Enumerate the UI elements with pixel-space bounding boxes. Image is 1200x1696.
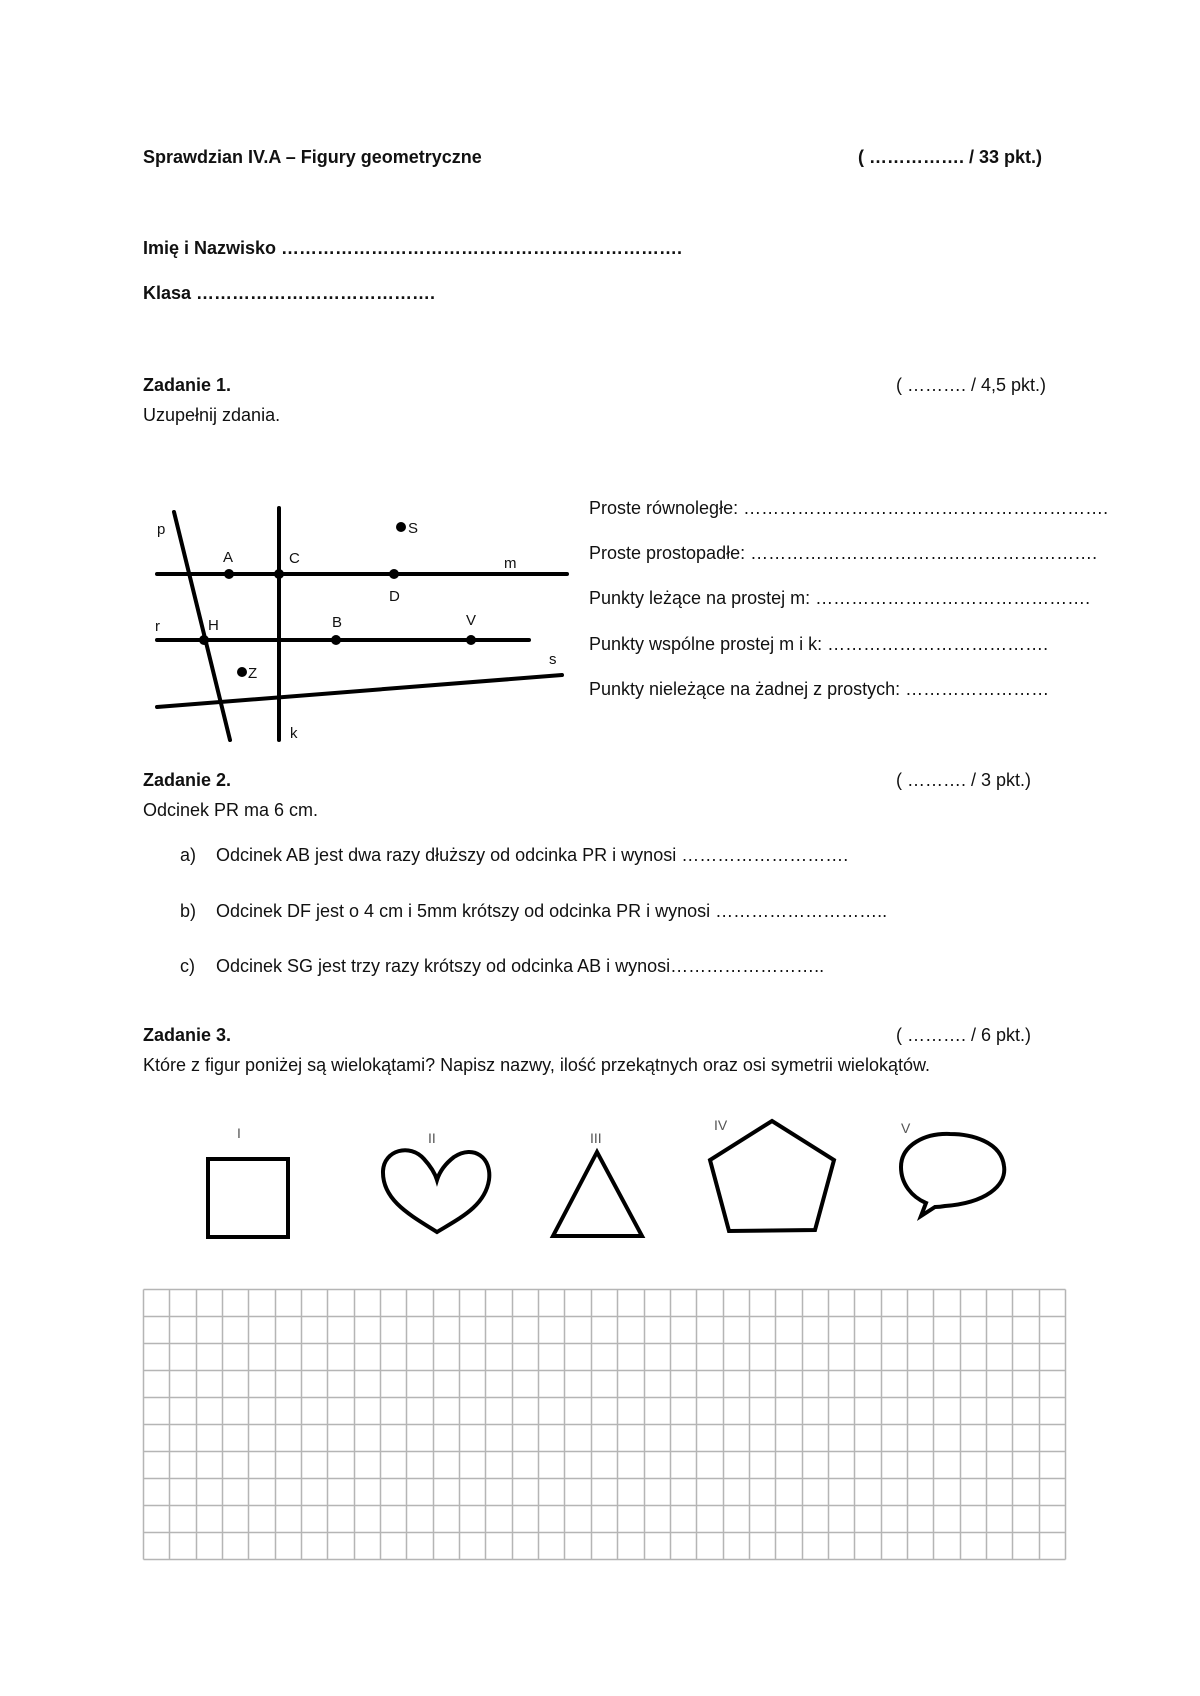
label-m: m	[504, 555, 517, 572]
task1-sentence-perpendicular: Proste prostopadłe: ………………………………………………….	[589, 543, 1098, 563]
triangle-icon	[553, 1152, 642, 1236]
name-field: Imię i Nazwisko ………………………………………………………….	[143, 238, 683, 258]
task3-instruction: Które z figur poniżej są wielokątami? Napisz nazwy, ilość przekątnych oraz osi symetrii wielokątów.	[143, 1055, 930, 1075]
speech-bubble-icon	[901, 1134, 1004, 1216]
item-text: Odcinek SG jest trzy razy krótszy od odcinka AB i wynosi……………………..	[216, 956, 825, 976]
class-field: Klasa ………………………………….	[143, 283, 436, 303]
label-k: k	[290, 725, 298, 742]
task2-item-c	[180, 956, 824, 977]
task1-sentence-common-points: Punkty wspólne prostej m i k: ……………………………….	[589, 634, 1049, 654]
task3-heading: Zadanie 3.	[143, 1025, 232, 1045]
shape-label-V: V	[901, 1120, 911, 1136]
label-r: r	[155, 618, 160, 635]
shape-label-I: I	[237, 1125, 241, 1141]
task2-heading: Zadanie 2.	[143, 770, 232, 790]
task1-heading: Zadanie 1.	[143, 375, 232, 395]
point-A	[224, 569, 234, 579]
label-B: B	[332, 614, 343, 631]
line-s	[157, 675, 562, 707]
task1-sentence-points-on-m: Punkty leżące na prostej m: ……………………………………….	[589, 588, 1091, 608]
label-p: p	[157, 521, 166, 538]
label-H: H	[208, 617, 219, 634]
item-text: Odcinek DF jest o 4 cm i 5mm krótszy od odcinka PR i wynosi ………………………..	[216, 901, 888, 921]
task3-points: ( ………. / 6 pkt.)	[896, 1025, 1032, 1045]
label-C: C	[289, 550, 300, 567]
task1-sentence-parallel: Proste równoległe: …………………………………………………….	[589, 498, 1109, 518]
label-A: A	[223, 549, 234, 566]
shape-label-IV: IV	[714, 1117, 728, 1133]
task2-item-a	[180, 845, 848, 866]
shape-label-III: III	[590, 1130, 602, 1146]
heart-icon	[383, 1150, 489, 1232]
label-V: V	[466, 612, 477, 629]
pentagon-icon	[710, 1121, 834, 1231]
task1-instruction: Uzupełnij zdania.	[143, 405, 281, 425]
label-s: s	[549, 651, 557, 668]
point-C	[274, 569, 284, 579]
point-D	[389, 569, 399, 579]
task2-item-b	[180, 901, 887, 922]
label-S: S	[408, 520, 419, 537]
task2-points: ( ………. / 3 pkt.)	[896, 770, 1032, 790]
page-title: Sprawdzian IV.A – Figury geometryczne	[143, 147, 482, 167]
answer-grid	[143, 1289, 1065, 1559]
point-V	[466, 635, 476, 645]
total-score: ( ……………. / 33 pkt.)	[858, 147, 1043, 167]
item-text: Odcinek AB jest dwa razy dłuższy od odcinka PR i wynosi ……………………….	[216, 845, 849, 865]
item-marker: b)	[180, 901, 197, 921]
label-D: D	[389, 588, 400, 605]
point-S	[396, 522, 406, 532]
item-marker: a)	[180, 845, 197, 865]
task1-points: ( ………. / 4,5 pkt.)	[896, 375, 1047, 395]
task1-sentence-points-off-lines: Punkty nieleżące na żadnej z prostych: ……………………	[589, 679, 1050, 699]
line-p	[174, 512, 230, 740]
point-B	[331, 635, 341, 645]
square-icon	[208, 1159, 288, 1237]
point-Z	[237, 667, 247, 677]
label-Z: Z	[248, 665, 258, 682]
point-H	[199, 635, 209, 645]
item-marker: c)	[180, 956, 195, 976]
task2-instruction: Odcinek PR ma 6 cm.	[143, 800, 319, 820]
shape-label-II: II	[428, 1130, 436, 1146]
